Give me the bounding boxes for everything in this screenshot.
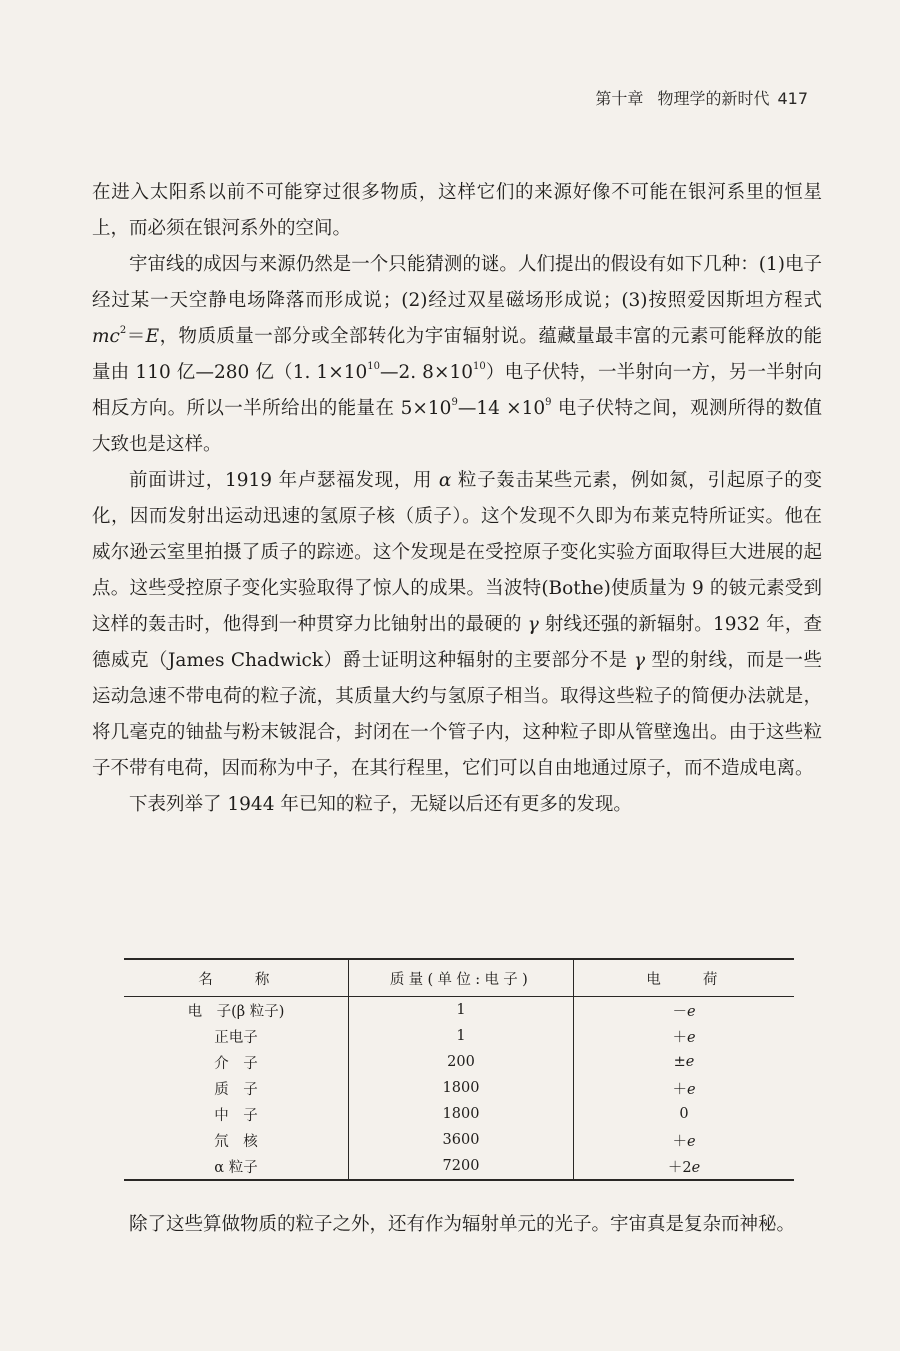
paragraph-5: 除了这些算做物质的粒子之外，还有作为辐射单元的光子。宇宙真是复杂而神秘。 (129, 1214, 796, 1235)
table-row (124, 1023, 794, 1049)
table-row (124, 1153, 794, 1180)
paragraph-3: 前面讲过，1919 年卢瑟福发现，用 α 粒子轰击某些元素，例如氮，引起原子的变化，因而发射出运动迅速的氢原子核（质子）。这个发现不久即为布莱克特所证实。他在威尔逊云室里拍摄了质子的踪迹。这个发现是在受控原子变化实验方面取得巨大进展的起点。这些受控原子变化实验取得了惊人的成果。当波特(Bothe)使质量为 9 的铍元素受到这样的轰击时，他得到一种贯穿力比铀射出的最硬的 γ 射线还强的新辐射。1932 年，查德威克（James Chadwick）爵士证明这种辐射的主要部分不是 γ 型的射线，而是一些运动急速不带电荷的粒子流，其质量大约与氢原子相当。取得这些粒子的简便办法就是，将几毫克的铀盐与粉末铍混合，封闭在一个管子内，这种粒子即从管壁逸出。由于这些粒子不带有电荷，因而称为中子，在其行程里，它们可以自由地通过原子，而不造成电离。 (92, 470, 822, 779)
particle-table (124, 958, 794, 1181)
table-row (124, 1049, 794, 1075)
cell-charge: ±e (574, 1049, 795, 1075)
cell-mass: 1 (349, 1023, 574, 1049)
cell-mass: 1800 (349, 1101, 574, 1127)
cell-name: 正电子 (214, 1029, 258, 1046)
cell-mass: 7200 (349, 1153, 574, 1180)
chapter-title: 物理学的新时代 (657, 89, 770, 108)
chapter-label: 第十章 (595, 89, 644, 108)
header-mass: 质量(单位:电子) (349, 959, 574, 997)
body-text-top (92, 175, 822, 823)
cell-charge: ＋2e (574, 1153, 795, 1180)
table-header-row (124, 959, 794, 997)
cell-mass: 1 (349, 997, 574, 1024)
cell-charge: 0 (574, 1101, 795, 1127)
cell-name: 质 子 (214, 1081, 258, 1098)
paragraph-4: 下表列举了 1944 年已知的粒子，无疑以后还有更多的发现。 (129, 794, 632, 815)
paragraph-1: 在进入太阳系以前不可能穿过很多物质，这样它们的来源好像不可能在银河系里的恒星上，而必须在银河系外的空间。 (92, 182, 822, 239)
cell-mass: 1800 (349, 1075, 574, 1101)
cell-charge: －e (574, 997, 795, 1024)
cell-mass: 3600 (349, 1127, 574, 1153)
header-name: 名 称 (124, 959, 349, 997)
header-charge: 电 荷 (574, 959, 795, 997)
table-row (124, 997, 794, 1024)
page-number: 417 (777, 89, 808, 108)
cell-charge: ＋e (574, 1023, 795, 1049)
paragraph-2: 宇宙线的成因与来源仍然是一个只能猜测的谜。人们提出的假设有如下几种：(1)电子经过某一天空静电场降落而形成说；(2)经过双星磁场形成说；(3)按照爱因斯坦方程式 $mc^2=E$，物质质量一部分或全部转化为宇宙辐射说。蕴藏量最丰富的元素可能释放的能量由 110 亿—280 亿（1. $1\times 10^{10}—2$. $8\times 10^{10}$）电子伏特，一半射向一方，另一半射向相反方向。所以一半所给出的能量在 $5\times 10^9—14 \times 10^9$ 电子伏特之间，观测所得的数值大致也是这样。 (92, 254, 822, 455)
cell-name: 氘 核 (214, 1133, 258, 1150)
body-text-bottom (92, 1207, 822, 1243)
cell-name: 介 子 (214, 1055, 258, 1072)
cell-mass: 200 (349, 1049, 574, 1075)
table-row (124, 1127, 794, 1153)
cell-name: 电 子(β 粒子) (187, 1003, 285, 1020)
table-row (124, 1101, 794, 1127)
cell-charge: ＋e (574, 1075, 795, 1101)
cell-name: α 粒子 (124, 1153, 349, 1180)
cell-name: 中 子 (214, 1107, 258, 1124)
cell-charge: ＋e (574, 1127, 795, 1153)
running-header (595, 86, 808, 109)
table-row (124, 1075, 794, 1101)
